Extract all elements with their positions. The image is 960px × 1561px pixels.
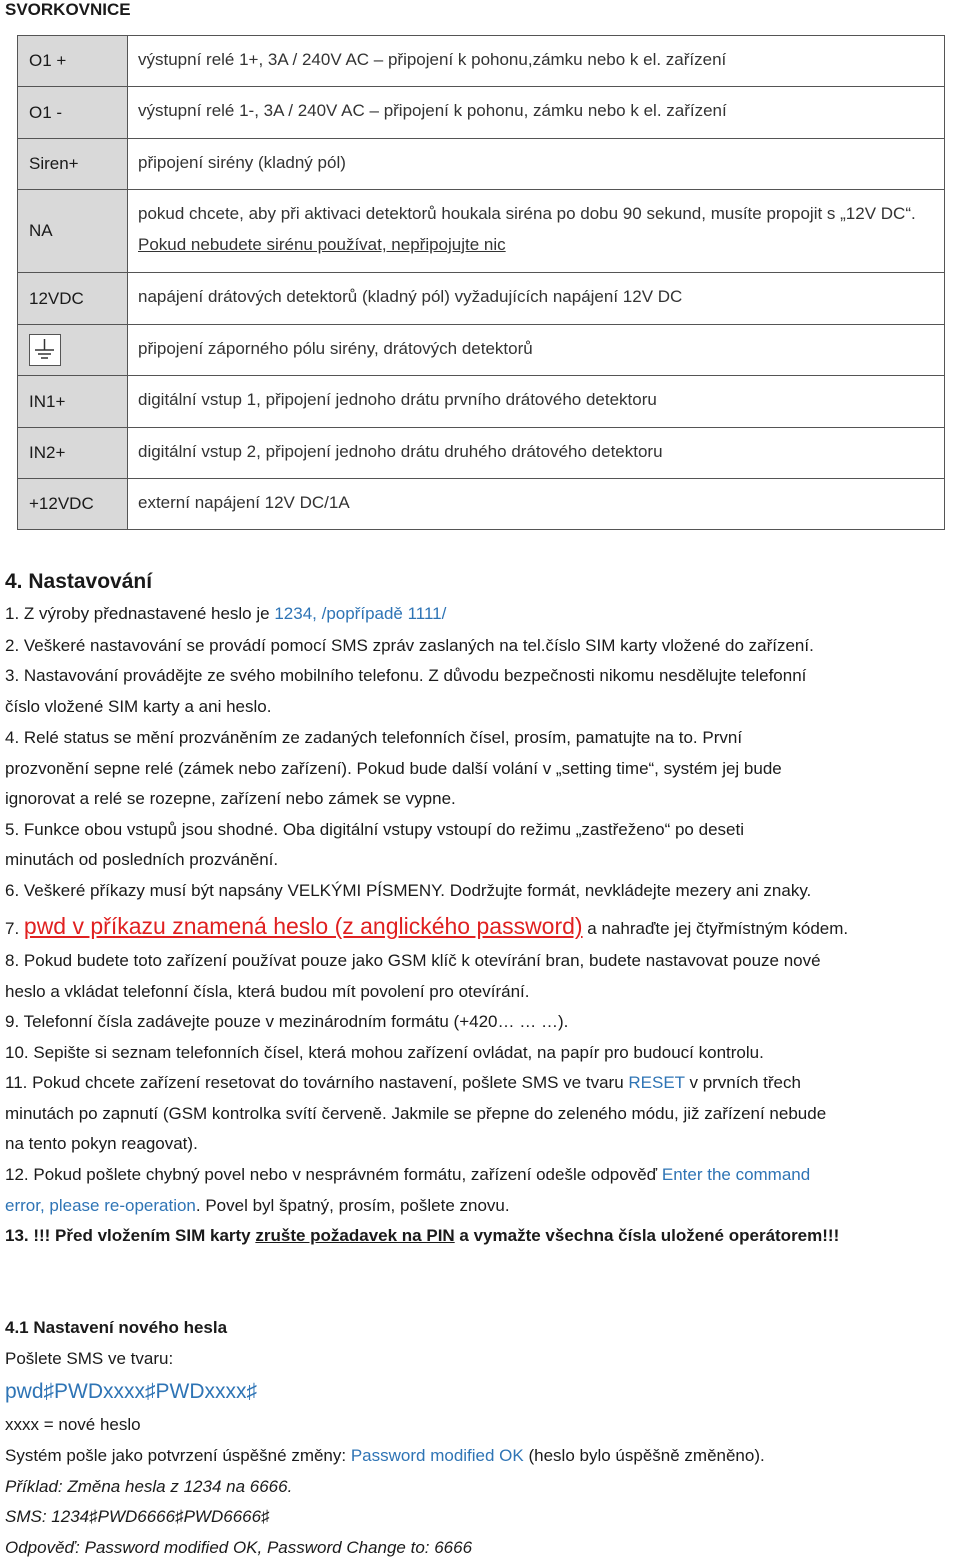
- section-heading: 4. Nastavování: [5, 570, 153, 593]
- default-password: 1234, /popřípadě 1111/: [274, 604, 447, 623]
- terminal-label: +12VDC: [18, 479, 128, 530]
- table-row: [18, 190, 945, 273]
- terminal-description: externí napájení 12V DC/1A: [128, 479, 945, 530]
- text-part: 13. !!! Před vložením SIM karty: [5, 1226, 256, 1245]
- terminal-label: [18, 325, 128, 376]
- terminal-description: výstupní relé 1+, 3A / 240V AC – připojení k pohonu,zámku nebo k el. zařízení: [128, 36, 945, 87]
- terminal-description: připojení sirény (kladný pól): [128, 139, 945, 190]
- text-part: 11. Pokud chcete zařízení resetovat do továrního nastavení, pošlete SMS ve tvaru: [5, 1073, 629, 1092]
- paragraph-line: Pošlete SMS ve tvaru:: [5, 1349, 174, 1368]
- paragraph-line: minutách od posledních prozvánění.: [5, 850, 279, 869]
- pwd-warning: pwd v příkazu znamená heslo (z anglického password): [23, 913, 583, 939]
- desc-part: pokud chcete, aby při aktivaci detektorů houkala siréna po dobu 90 sekund, musíte propojit s „12V DC“.: [138, 204, 916, 223]
- terminal-label: IN2+: [18, 428, 128, 479]
- text-part: 1. Z výroby přednastavené heslo je: [5, 604, 275, 623]
- table-row: [18, 428, 945, 479]
- terminal-description: připojení záporného pólu sirény, drátových detektorů: [128, 325, 945, 376]
- terminal-label: Siren+: [18, 139, 128, 190]
- paragraph-line: [5, 1446, 765, 1466]
- terminal-label: IN1+: [18, 376, 128, 428]
- text-part: v prvních třech: [684, 1073, 801, 1092]
- example-line: SMS: 1234♯PWD6666♯PWD6666♯: [5, 1507, 270, 1526]
- paragraph-line: 6. Veškeré příkazy musí být napsány VELKÝMI PÍSMENY. Dodržujte formát, nevkládejte mezery ani znaky.: [5, 881, 812, 900]
- paragraph-line: [5, 604, 446, 624]
- paragraph-line: [5, 1165, 810, 1185]
- confirmation-response: Password modified OK: [350, 1446, 524, 1465]
- terminal-description: výstupní relé 1-, 3A / 240V AC – připojení k pohonu, zámku nebo k el. zařízení: [128, 87, 945, 139]
- table-row: [18, 273, 945, 325]
- paragraph-line: [5, 1226, 839, 1246]
- terminal-label: O1 -: [18, 87, 128, 139]
- paragraph-line: 4. Relé status se mění prozváněním ze zadaných telefonních čísel, prosím, pamatujte na to. První: [5, 728, 743, 747]
- table-row: [18, 139, 945, 190]
- terminal-label: O1 +: [18, 36, 128, 87]
- error-response: error, please re-operation: [5, 1196, 196, 1215]
- error-response: Enter the command: [661, 1165, 811, 1184]
- table-row: [18, 479, 945, 530]
- table-row: [18, 87, 945, 139]
- paragraph-line: 3. Nastavování provádějte ze svého mobilního telefonu. Z důvodu bezpečnosti nikomu nesdělujte telefonní: [5, 666, 807, 685]
- paragraph-line: 8. Pokud budete toto zařízení používat pouze jako GSM klíč k otevírání bran, budete nastavovat pouze nové: [5, 951, 821, 970]
- text-part: a nahraďte jej čtyřmístným kódem.: [582, 919, 849, 938]
- paragraph-line: [5, 913, 848, 942]
- paragraph-line: 9. Telefonní čísla zadávejte pouze v mezinárodním formátu (+420… … …).: [5, 1012, 569, 1031]
- desc-part-underlined: Pokud nebudete sirénu používat, nepřipojujte nic: [138, 235, 506, 254]
- terminal-description: digitální vstup 1, připojení jednoho drátu prvního drátového detektoru: [128, 376, 945, 428]
- page-title: SVORKOVNICE: [5, 0, 131, 19]
- paragraph-line: [5, 1073, 801, 1093]
- example-line: Příklad: Změna hesla z 1234 na 6666.: [5, 1477, 293, 1496]
- table-row: [18, 325, 945, 376]
- paragraph-line: 2. Veškeré nastavování se provádí pomocí SMS zpráv zaslaných na tel.číslo SIM karty vložené do zařízení.: [5, 636, 814, 655]
- paragraph-line: minutách po zapnutí (GSM kontrolka svítí červeně. Jakmile se přepne do zeleného módu, již zařízení nebude: [5, 1104, 827, 1123]
- terminal-description: digitální vstup 2, připojení jednoho drátu druhého drátového detektoru: [128, 428, 945, 479]
- terminal-label: 12VDC: [18, 273, 128, 325]
- sms-command: pwd♯PWDxxxx♯PWDxxxx♯: [5, 1380, 258, 1403]
- reset-command: RESET: [628, 1073, 685, 1092]
- text-part: 12. Pokud pošlete chybný povel nebo v nesprávném formátu, zařízení odešle odpověď: [5, 1165, 662, 1184]
- paragraph-line: 10. Sepište si seznam telefonních čísel, která mohou zařízení ovládat, na papír pro budoucí kontrolu.: [5, 1043, 764, 1062]
- paragraph-line: heslo a vkládat telefonní čísla, která budou mít povolení pro otevírání.: [5, 982, 530, 1001]
- ground-icon: [29, 334, 61, 366]
- terminal-label: NA: [18, 190, 128, 273]
- paragraph-line: xxxx = nové heslo: [5, 1415, 141, 1434]
- terminal-description: [128, 190, 945, 273]
- paragraph-line: číslo vložené SIM karty a ani heslo.: [5, 697, 272, 716]
- subsection-heading: 4.1 Nastavení nového hesla: [5, 1318, 228, 1337]
- text-part: a vymažte všechna čísla uložené operátorem!!!: [454, 1226, 840, 1245]
- terminal-table: [17, 35, 945, 530]
- text-part: 7.: [5, 919, 24, 938]
- paragraph-line: ignorovat a relé se rozepne, zařízení nebo zámek se vypne.: [5, 789, 456, 808]
- table-row: [18, 376, 945, 428]
- text-part: Systém pošle jako potvrzení úspěšné změny:: [5, 1446, 351, 1465]
- paragraph-line: na tento pokyn reagovat).: [5, 1134, 198, 1153]
- paragraph-line: [5, 1196, 510, 1216]
- paragraph-line: 5. Funkce obou vstupů jsou shodné. Oba digitální vstupy vstoupí do režimu „zastřeženo“ po deseti: [5, 820, 744, 839]
- example-line: Odpověď: Password modified OK, Password Change to: 6666: [5, 1538, 473, 1557]
- table-row: [18, 36, 945, 87]
- terminal-description: napájení drátových detektorů (kladný pól) vyžadujících napájení 12V DC: [128, 273, 945, 325]
- text-part: . Povel byl špatný, prosím, pošlete znovu.: [195, 1196, 510, 1215]
- pin-warning: zrušte požadavek na PIN: [255, 1226, 455, 1245]
- text-part: (heslo bylo úspěšně změněno).: [523, 1446, 765, 1465]
- paragraph-line: prozvonění sepne relé (zámek nebo zařízení). Pokud bude další volání v „setting time“, systém jej bude: [5, 759, 782, 778]
